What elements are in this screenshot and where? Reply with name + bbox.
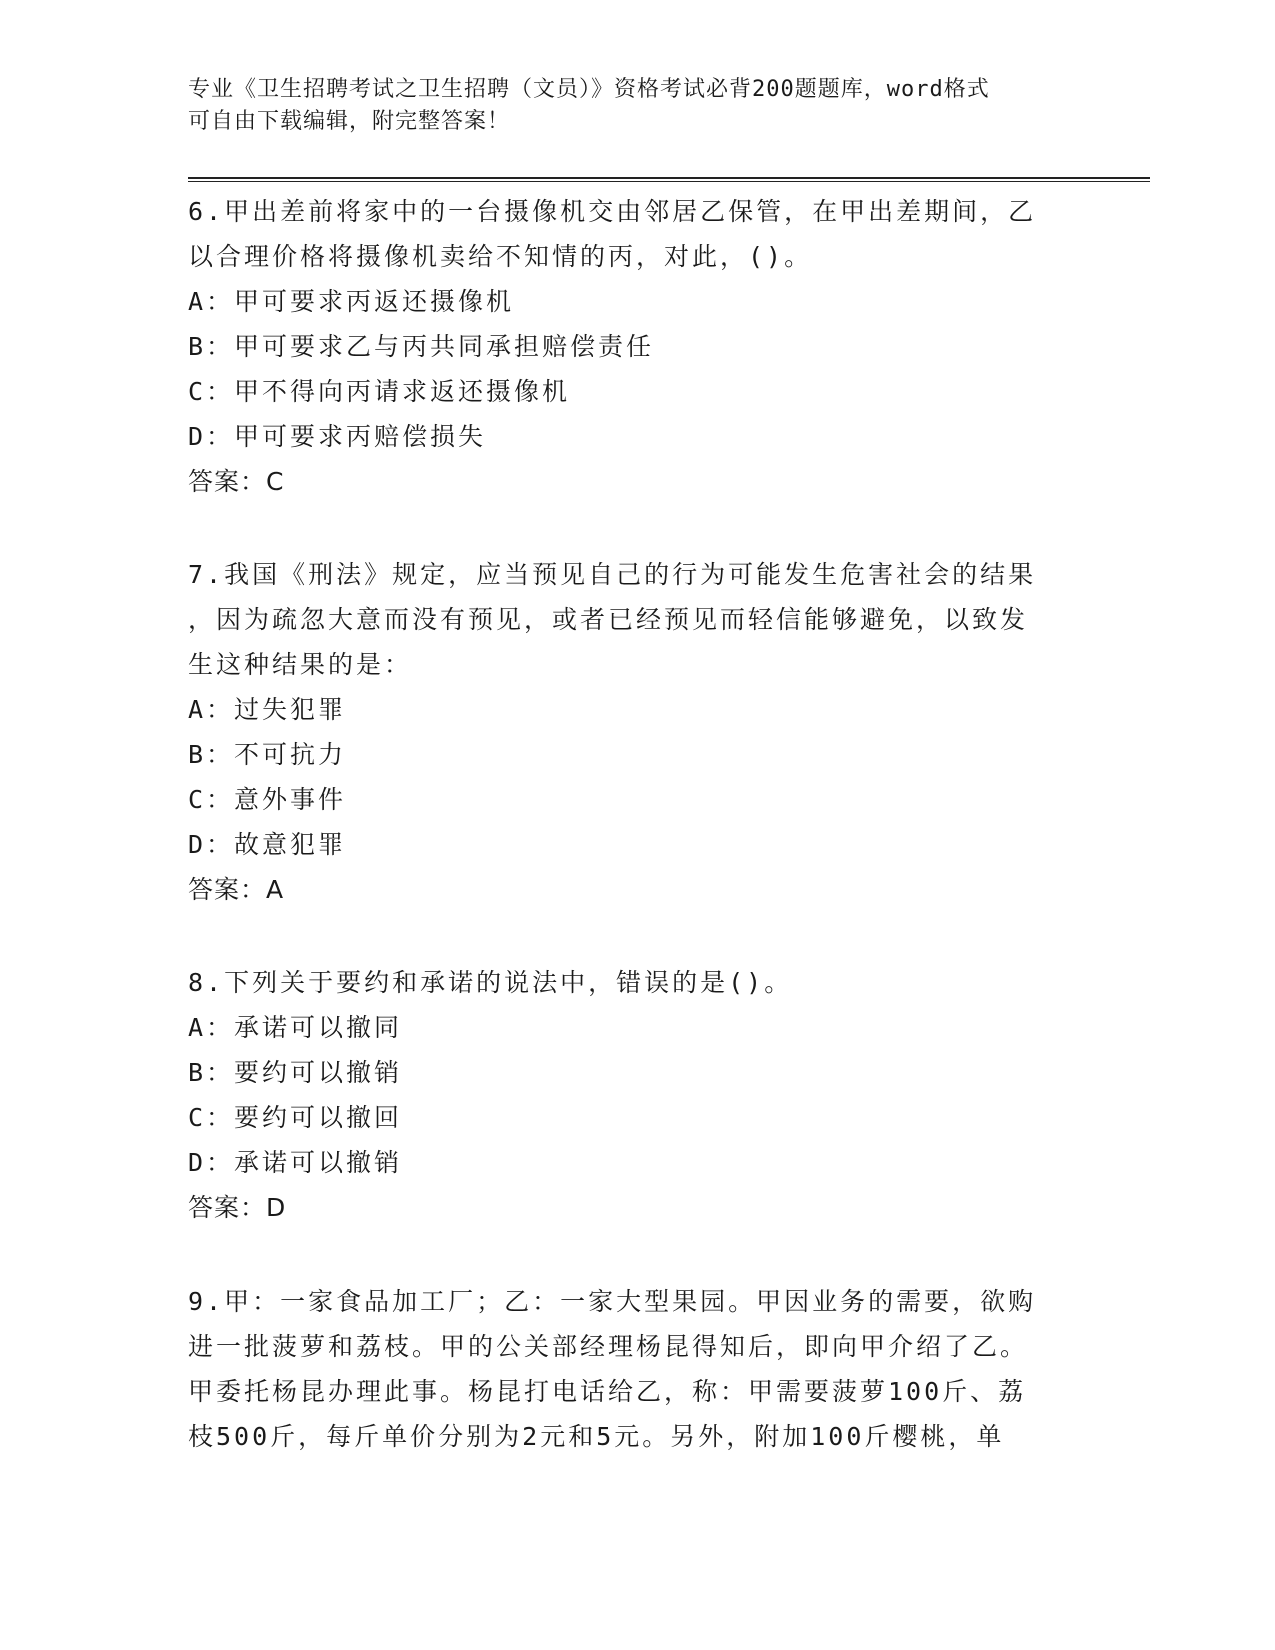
option-d: D：承诺可以撤销 — [188, 1148, 403, 1177]
option-d: D：故意犯罪 — [188, 830, 347, 859]
question-text-line: 7.我国《刑法》规定，应当预见自己的行为可能发生危害社会的结果 — [188, 560, 1037, 589]
answer-line: 答案：D — [188, 1193, 287, 1222]
option-a: A：甲可要求丙返还摄像机 — [188, 287, 515, 316]
option-a: A：过失犯罪 — [188, 695, 347, 724]
header-title-line-2: 可自由下载编辑，附完整答案！ — [188, 109, 511, 134]
question-6 — [188, 189, 1068, 504]
option-d: D：甲可要求丙赔偿损失 — [188, 422, 487, 451]
question-text-line: 6.甲出差前将家中的一台摄像机交由邻居乙保管，在甲出差期间，乙 — [188, 197, 1037, 226]
option-c: C：意外事件 — [188, 785, 347, 814]
document-header — [188, 74, 1088, 138]
question-text-line: ，因为疏忽大意而没有预见，或者已经预见而轻信能够避免，以致发 — [188, 605, 1029, 634]
header-divider-thick — [188, 177, 1150, 179]
header-divider-thin — [188, 181, 1150, 182]
question-text-line: 以合理价格将摄像机卖给不知情的丙，对此，()。 — [188, 242, 813, 271]
answer-line: 答案：A — [188, 875, 285, 904]
question-text-line: 进一批菠萝和荔枝。甲的公关部经理杨昆得知后，即向甲介绍了乙。 — [188, 1332, 1029, 1361]
question-text-line: 生这种结果的是： — [188, 650, 413, 679]
question-text-line: 甲委托杨昆办理此事。杨昆打电话给乙，称：甲需要菠萝100斤、荔 — [188, 1377, 1027, 1406]
answer-line: 答案：C — [188, 467, 285, 496]
option-a: A：承诺可以撤同 — [188, 1013, 403, 1042]
question-text-line: 9.甲：一家食品加工厂；乙：一家大型果园。甲因业务的需要，欲购 — [188, 1287, 1037, 1316]
question-text-line: 8.下列关于要约和承诺的说法中，错误的是()。 — [188, 968, 793, 997]
header-title-line-1: 专业《卫生招聘考试之卫生招聘（文员）》资格考试必背200题题库，word格式 — [188, 77, 990, 102]
option-b: B：不可抗力 — [188, 740, 347, 769]
option-c: C：甲不得向丙请求返还摄像机 — [188, 377, 571, 406]
question-text-line: 枝500斤，每斤单价分别为2元和5元。另外，附加100斤樱桃，单 — [188, 1422, 1005, 1451]
question-7 — [188, 552, 1068, 912]
option-b: B：甲可要求乙与丙共同承担赔偿责任 — [188, 332, 655, 361]
question-9 — [188, 1279, 1068, 1459]
option-b: B：要约可以撤销 — [188, 1058, 403, 1087]
option-c: C：要约可以撤回 — [188, 1103, 403, 1132]
question-8 — [188, 960, 1068, 1230]
